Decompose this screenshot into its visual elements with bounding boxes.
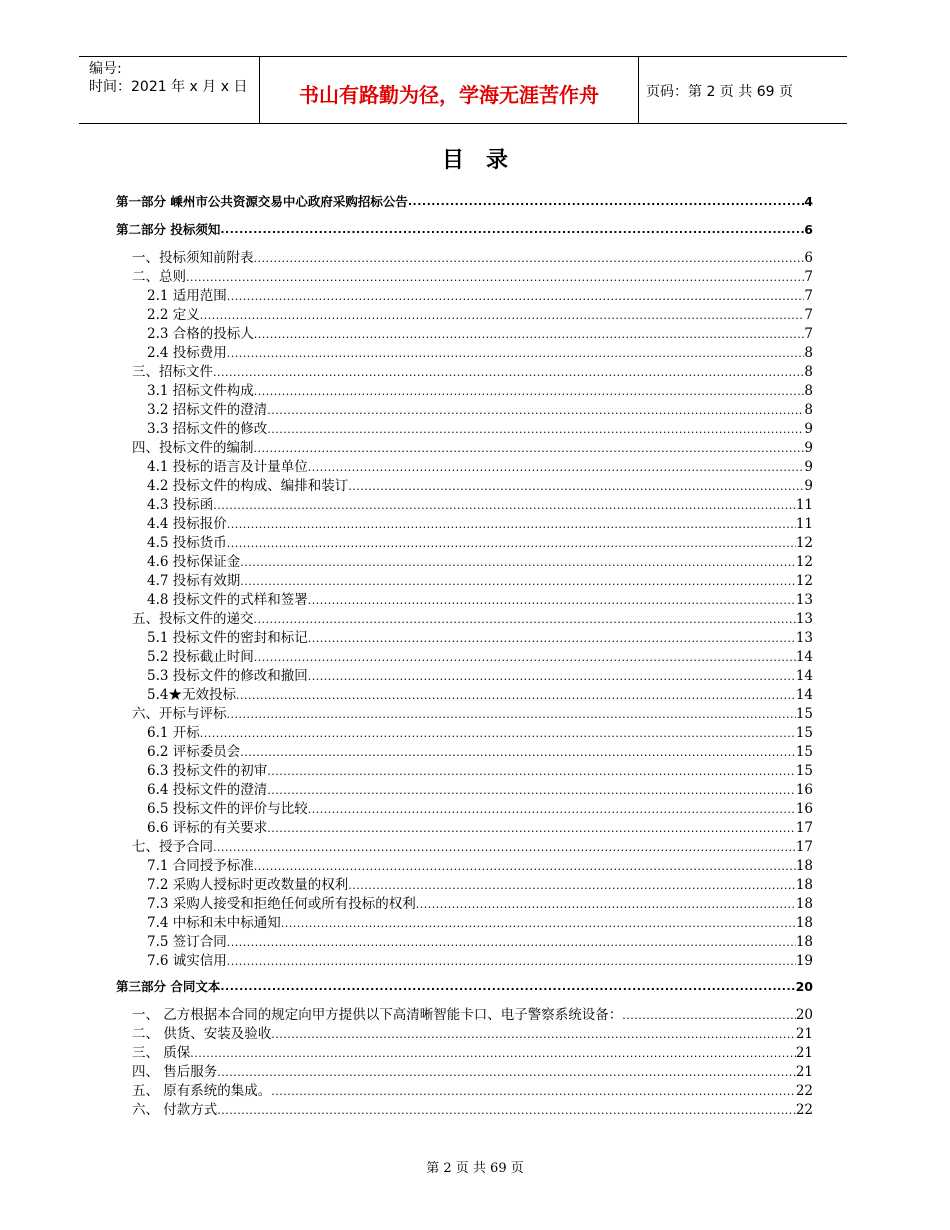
toc-entry-text: 7.1 合同授予标准 [147,858,254,874]
toc-entry-page: 7 [804,307,813,323]
toc-entry[interactable] [147,420,813,439]
toc-entry[interactable] [147,344,813,363]
toc-entry-text: 4.1 投标的语言及计量单位 [147,459,308,475]
toc-entry-page: 18 [795,915,813,931]
toc-entry[interactable] [147,819,813,838]
toc-entry-text: 第三部分 合同文本 [116,979,221,994]
toc-entry[interactable] [147,857,813,876]
toc-entry[interactable] [147,686,813,705]
toc-entry-text: 5.2 投标截止时间 [147,649,254,665]
toc-entry-page: 11 [795,516,813,532]
toc-entry-page: 14 [795,649,813,665]
toc-entry-text: 4.7 投标有效期 [147,573,241,589]
toc-entry-page: 14 [795,668,813,684]
toc-entry-text: 4.2 投标文件的构成、编排和装订 [147,478,349,494]
toc-entry-page: 16 [795,782,813,798]
toc-leader-dots [213,838,796,857]
toc-leader-dots [308,591,796,610]
toc-leader-dots [227,933,796,952]
toc-entry-text: 6.4 投标文件的澄清 [147,782,268,798]
toc-leader-dots [190,1044,796,1063]
toc-entry[interactable] [132,363,813,382]
header-page-code: 页码：第 2 页 共 69 页 [646,84,793,100]
toc-part-entry[interactable] [116,220,813,239]
toc-leader-dots [267,819,796,838]
toc-leader-dots [213,363,804,382]
toc-entry[interactable] [147,781,813,800]
toc-entry-page: 12 [795,573,813,589]
toc-leader-dots [227,344,805,363]
toc-entry[interactable] [132,249,813,268]
toc-entry[interactable] [132,1025,813,1044]
toc-entry-text: 7.3 采购人接受和拒绝任何或所有投标的权利 [147,896,416,912]
toc-leader-dots [240,572,796,591]
toc-entry[interactable] [132,1101,813,1120]
toc-entry-text: 7.4 中标和未中标通知 [147,915,281,931]
toc-leader-dots [308,800,796,819]
toc-entry-page: 15 [795,725,813,741]
toc-entry[interactable] [132,1006,813,1025]
toc-entry-text: 七、授予合同 [132,839,213,855]
toc-entry[interactable] [132,1063,813,1082]
toc-entry[interactable] [147,325,813,344]
toc-leader-dots [267,401,804,420]
toc-entry-page: 9 [804,459,813,475]
toc-entry-text: 四、投标文件的编制 [132,440,254,456]
toc-entry[interactable] [147,458,813,477]
toc-entry[interactable] [132,838,813,857]
toc-entry[interactable] [147,572,813,591]
toc-entry-page: 12 [795,535,813,551]
toc-leader-dots [271,1025,796,1044]
toc-leader-dots [240,743,796,762]
toc-entry-text: 4.5 投标货币 [147,535,227,551]
toc-leader-dots [308,629,796,648]
toc-entry-page: 21 [795,1064,813,1080]
toc-entry[interactable] [147,477,813,496]
toc-entry-page: 13 [795,630,813,646]
toc-entry-text: 3.2 招标文件的澄清 [147,402,268,418]
toc-leader-dots [271,1082,796,1101]
toc-entry-text: 7.5 签订合同 [147,934,227,950]
toc-leader-dots [200,724,796,743]
toc-entry-page: 22 [795,1083,813,1099]
toc-entry-page: 21 [795,1026,813,1042]
toc-entry-page: 16 [795,801,813,817]
header-motto: 书山有路勤为径，学海无涯苦作舟 [299,83,599,107]
toc-leader-dots [254,610,796,629]
toc-entry-page: 6 [804,250,813,266]
toc-entry-page: 18 [795,858,813,874]
toc-entry[interactable] [147,401,813,420]
toc-entry[interactable] [132,705,813,724]
toc-entry-text: 5.3 投标文件的修改和撤回 [147,668,308,684]
toc-entry-page: 15 [795,763,813,779]
toc-entry-page: 15 [795,706,813,722]
toc-entry-text: 5.1 投标文件的密封和标记 [147,630,308,646]
toc-leader-dots [308,667,796,686]
toc-leader-dots [254,249,805,268]
toc-leader-dots [217,1101,796,1120]
toc-leader-dots [213,496,796,515]
toc-entry-page: 18 [795,934,813,950]
toc-leader-dots [267,781,796,800]
toc-entry[interactable] [132,610,813,629]
toc-entry-page: 9 [804,421,813,437]
toc-leader-dots [267,762,796,781]
toc-entry-text: 二、 供货、安装及验收 [132,1026,272,1042]
toc-entry[interactable] [147,382,813,401]
toc-leader-dots [227,705,796,724]
toc-entry-text: 五、 原有系统的集成。 [132,1083,272,1099]
toc-entry-text: 5.4★无效投标 [147,687,236,703]
toc-entry-page: 18 [795,896,813,912]
toc-leader-dots [254,325,805,344]
toc-entry[interactable] [147,629,813,648]
toc-entry-page: 14 [795,687,813,703]
toc-entry-page: 11 [795,497,813,513]
toc-leader-dots [220,977,795,996]
toc-entry-text: 6.3 投标文件的初审 [147,763,268,779]
toc-entry-text: 6.6 评标的有关要求 [147,820,268,836]
toc-entry[interactable] [147,553,813,572]
toc-leader-dots [408,192,804,211]
toc-leader-dots [348,477,804,496]
toc-entry-page: 19 [795,953,813,969]
toc-entry-text: 四、 售后服务 [132,1064,218,1080]
toc-leader-dots [416,895,796,914]
toc-entry-page: 7 [804,326,813,342]
toc-entry-text: 六、 付款方式 [132,1102,218,1118]
toc-entry-page: 7 [804,288,813,304]
toc-entry[interactable] [147,914,813,933]
toc-entry-page: 6 [804,222,813,237]
toc-entry-text: 第二部分 投标须知 [116,222,221,237]
toc-entry-page: 17 [795,820,813,836]
toc-entry-text: 6.5 投标文件的评价与比较 [147,801,308,817]
toc-entry-page: 13 [795,611,813,627]
toc-entry-page: 20 [795,979,813,994]
toc-entry[interactable] [147,648,813,667]
toc-entry-text: 7.2 采购人授标时更改数量的权利 [147,877,349,893]
toc-entry[interactable] [147,724,813,743]
toc-entry-page: 18 [795,877,813,893]
toc-entry-page: 13 [795,592,813,608]
toc-entry-text: 6.2 评标委员会 [147,744,241,760]
toc-entry-text: 3.3 招标文件的修改 [147,421,268,437]
toc-entry-text: 五、投标文件的递交 [132,611,254,627]
toc-entry-text: 2.1 适用范围 [147,288,227,304]
toc-leader-dots [220,220,804,239]
toc-entry[interactable] [147,762,813,781]
toc-entry[interactable] [132,1044,813,1063]
toc-leader-dots [622,1006,796,1025]
toc-part-entry[interactable] [116,977,813,996]
toc-entry-text: 二、总则 [132,269,186,285]
toc-entry-text: 7.6 诚实信用 [147,953,227,969]
toc-part-entry[interactable] [116,192,813,211]
toc-entry-text: 三、 质保 [132,1045,191,1061]
toc-entry[interactable] [147,306,813,325]
toc-entry-page: 8 [804,364,813,380]
toc-entry-text: 6.1 开标 [147,725,200,741]
toc-entry-text: 2.3 合格的投标人 [147,326,254,342]
doc-number-label: 编号: [89,61,122,77]
toc-entry-page: 9 [804,440,813,456]
toc-entry[interactable] [147,895,813,914]
toc-entry[interactable] [147,496,813,515]
toc-entry[interactable] [147,591,813,610]
toc-entry[interactable] [147,743,813,762]
toc-entry-text: 3.1 招标文件构成 [147,383,254,399]
toc-leader-dots [227,287,805,306]
toc-entry-page: 8 [804,345,813,361]
toc-leader-dots [236,686,796,705]
toc-entry[interactable] [147,952,813,971]
toc-entry-page: 9 [804,478,813,494]
toc-leader-dots [200,306,805,325]
doc-time-label: 时间：2021 年 x 月 x 日 [89,79,248,95]
toc-leader-dots [227,952,796,971]
toc-entry-page: 17 [795,839,813,855]
toc-entry-page: 4 [804,194,813,209]
toc-entry-page: 20 [795,1007,813,1023]
toc-entry-text: 4.3 投标函 [147,497,214,513]
toc-entry-text: 一、 乙方根据本合同的规定向甲方提供以下高清晰智能卡口、电子警察系统设备： [132,1007,623,1023]
toc-title: 目录 [441,148,530,173]
toc-entry-text: 2.2 定义 [147,307,200,323]
toc-entry-page: 8 [804,402,813,418]
toc-leader-dots [254,439,805,458]
toc-leader-dots [281,914,796,933]
toc-entry-text: 一、投标须知前附表 [132,250,254,266]
toc-entry[interactable] [132,439,813,458]
toc-leader-dots [186,268,804,287]
toc-leader-dots [227,534,796,553]
toc-entry[interactable] [132,268,813,287]
toc-leader-dots [254,857,796,876]
toc-leader-dots [254,648,796,667]
toc-entry[interactable] [147,800,813,819]
toc-entry[interactable] [147,876,813,895]
toc-leader-dots [267,420,804,439]
toc-entry[interactable] [147,667,813,686]
toc-entry-page: 21 [795,1045,813,1061]
page-footer: 第 2 页 共 69 页 [426,1161,524,1176]
toc-entry[interactable] [147,933,813,952]
toc-entry-text: 2.4 投标费用 [147,345,227,361]
toc-entry-text: 4.6 投标保证金 [147,554,241,570]
toc-entry-page: 12 [795,554,813,570]
toc-leader-dots [240,553,796,572]
toc-leader-dots [254,382,805,401]
toc-entry[interactable] [147,534,813,553]
toc-leader-dots [348,876,796,895]
toc-entry[interactable] [132,1082,813,1101]
toc-entry-page: 22 [795,1102,813,1118]
toc-entry[interactable] [147,515,813,534]
toc-entry-page: 15 [795,744,813,760]
toc-entry-text: 4.4 投标报价 [147,516,227,532]
toc-entry-text: 三、招标文件 [132,364,213,380]
toc-entry-text: 4.8 投标文件的式样和签署 [147,592,308,608]
toc-entry[interactable] [147,287,813,306]
toc-entry-page: 7 [804,269,813,285]
toc-entry-text: 六、开标与评标 [132,706,227,722]
toc-entry-page: 8 [804,383,813,399]
toc-leader-dots [217,1063,796,1082]
toc-entry-text: 第一部分 嵊州市公共资源交易中心政府采购招标公告 [116,194,408,209]
toc-leader-dots [227,515,796,534]
toc-leader-dots [308,458,805,477]
